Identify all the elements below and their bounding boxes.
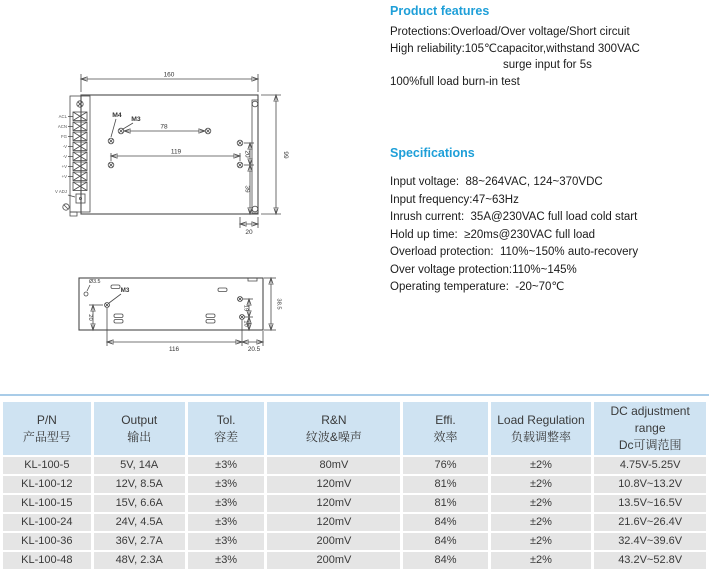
dim-side-bottom-main-label: 116 (168, 346, 180, 353)
screw-size-m3-label: M3 (120, 287, 130, 294)
table-cell: 43.2V~52.8V (594, 552, 706, 569)
spec-line: Input voltage: 88~264VAC, 124~370VDC (390, 176, 603, 188)
table-cell: 13.5V~16.5V (594, 495, 706, 512)
spec-line: Operating temperature: -20~70℃ (390, 281, 565, 293)
dim-side-height (264, 278, 282, 330)
table-cell: 32.4V~39.6V (594, 533, 706, 550)
terminal-label: +V (61, 174, 67, 179)
col-header-load-regulation: Load Regulation 负载调整率 (491, 402, 592, 455)
table-cell: 12V, 8.5A (94, 476, 185, 493)
terminal-label: -V (62, 144, 67, 149)
table-cell: 84% (403, 552, 487, 569)
dim-right-lower (244, 165, 255, 214)
col-header-output: Output 输出 (94, 402, 185, 455)
table-row (3, 457, 706, 474)
table-cell: 200mV (267, 533, 400, 550)
table-cell: 76% (403, 457, 487, 474)
col-header-ripple-noise: R&N 纹波&噪声 (267, 402, 400, 455)
dim-side-left-label: 20 (87, 314, 93, 321)
dim-side-right-lower-label: 10 (242, 320, 249, 327)
table-cell: KL-100-12 (3, 476, 91, 493)
col-header-dc-adjustment: DC adjustment range Dc可调范围 (594, 402, 706, 455)
top-view-drawing (56, 60, 288, 238)
table-cell: 15V, 6.6A (94, 495, 185, 512)
dim-flange (240, 217, 258, 236)
table-cell: KL-100-36 (3, 533, 91, 550)
table-cell: 81% (403, 495, 487, 512)
hole-diameter-label: Ø3.5 (89, 279, 101, 285)
dim-top-holes-label: 78 (160, 123, 168, 131)
model-table (0, 400, 709, 571)
dim-side-height-label: 38.5 (275, 298, 282, 310)
col-header-pn: P/N 产品型号 (3, 402, 91, 455)
table-cell: 120mV (267, 495, 400, 512)
table-cell: KL-100-48 (3, 552, 91, 569)
table-cell: ±2% (491, 495, 592, 512)
model-table-section (0, 400, 709, 571)
table-cell: ±3% (188, 533, 265, 550)
table-cell: ±2% (491, 476, 592, 493)
spec-line: Input frequency:47~63Hz (390, 193, 519, 206)
table-cell: 48V, 2.3A (94, 552, 185, 569)
table-cell: ±3% (188, 476, 265, 493)
table-row (3, 476, 706, 493)
table-cell: ±2% (491, 457, 592, 474)
table-row (3, 514, 706, 531)
table-cell: ±2% (491, 552, 592, 569)
terminal-label: ACN (57, 124, 67, 129)
table-cell: ±3% (188, 457, 265, 474)
table-cell: 120mV (267, 476, 400, 493)
dim-right-upper-label: 20 (243, 150, 251, 158)
screw-size-m3-label: M3 (131, 116, 141, 123)
feature-line: surge input for 5s (503, 59, 592, 71)
table-row (3, 552, 706, 569)
dim-width (81, 72, 258, 93)
table-cell: ±3% (188, 514, 265, 531)
dim-right-lower-label: 39 (243, 185, 251, 193)
table-cell: 120mV (267, 514, 400, 531)
table-cell: 10.8V~13.2V (594, 476, 706, 493)
terminal-label: ACL (58, 114, 67, 119)
table-cell: 4.75V-5.25V (594, 457, 706, 474)
dim-bottom-holes-label: 119 (170, 148, 182, 156)
model-table-body (3, 457, 706, 569)
table-top-divider (0, 394, 709, 396)
table-cell: 24V, 4.5A (94, 514, 185, 531)
dim-side-right-upper-label: 19 (242, 304, 249, 312)
terminal-labels (55, 114, 75, 197)
product-features-heading: Product features (390, 4, 490, 18)
terminal-label: V ADJ (55, 189, 67, 194)
table-cell: 5V, 14A (94, 457, 185, 474)
table-cell: ±2% (491, 514, 592, 531)
table-cell: KL-100-24 (3, 514, 91, 531)
table-cell: KL-100-15 (3, 495, 91, 512)
specifications-heading: Specifications (390, 146, 475, 160)
screw-size-m4-label: M4 (112, 112, 122, 119)
table-cell: ±3% (188, 552, 265, 569)
spec-line: Hold up time: ≥20ms@230VAC full load (390, 228, 596, 241)
spec-line: Over voltage protection:110%~145% (390, 263, 577, 276)
dim-flange-label: 20 (245, 229, 253, 236)
table-cell: 84% (403, 514, 487, 531)
dim-top-holes (124, 124, 205, 132)
table-cell: 200mV (267, 552, 400, 569)
dim-height-label: 99 (282, 151, 289, 159)
table-cell: 84% (403, 533, 487, 550)
side-holes-and-vents (84, 285, 245, 323)
dim-side-right (243, 299, 254, 330)
feature-line: Protections:Overload/Over voltage/Short circuit (390, 26, 630, 38)
col-header-efficiency: Effi. 效率 (403, 402, 487, 455)
table-cell: 36V, 2.7A (94, 533, 185, 550)
table-cell: 21.6V~26.4V (594, 514, 706, 531)
spec-line: Inrush current: 35A@230VAC full load cold start (390, 211, 638, 223)
specifications-section (390, 146, 708, 297)
feature-line: 100%full load burn-in test (390, 75, 520, 88)
product-features-section (390, 4, 708, 90)
col-header-tolerance: Tol. 容差 (188, 402, 265, 455)
table-cell: 81% (403, 476, 487, 493)
feature-line: High reliability:105℃capacitor,withstand 300VAC (390, 42, 640, 55)
terminal-label: +V (61, 164, 67, 169)
dim-side-bottom-right-label: 20.5 (247, 346, 261, 353)
table-cell: ±2% (491, 533, 592, 550)
dim-height (261, 95, 289, 214)
table-row (3, 495, 706, 512)
table-header-row (3, 402, 706, 455)
dim-side-left (87, 305, 103, 330)
table-cell: 80mV (267, 457, 400, 474)
terminal-label: -V (62, 154, 67, 159)
spec-line: Overload protection: 110%~150% auto-recovery (390, 246, 639, 258)
dim-right-upper (244, 143, 255, 165)
side-view-drawing (73, 270, 295, 362)
table-cell: KL-100-5 (3, 457, 91, 474)
dim-width-label: 160 (163, 71, 175, 79)
table-row (3, 533, 706, 550)
dim-bottom-holes (111, 149, 240, 162)
chassis-outline (70, 95, 258, 216)
terminal-label: FG (61, 134, 67, 139)
table-cell: ±3% (188, 495, 265, 512)
